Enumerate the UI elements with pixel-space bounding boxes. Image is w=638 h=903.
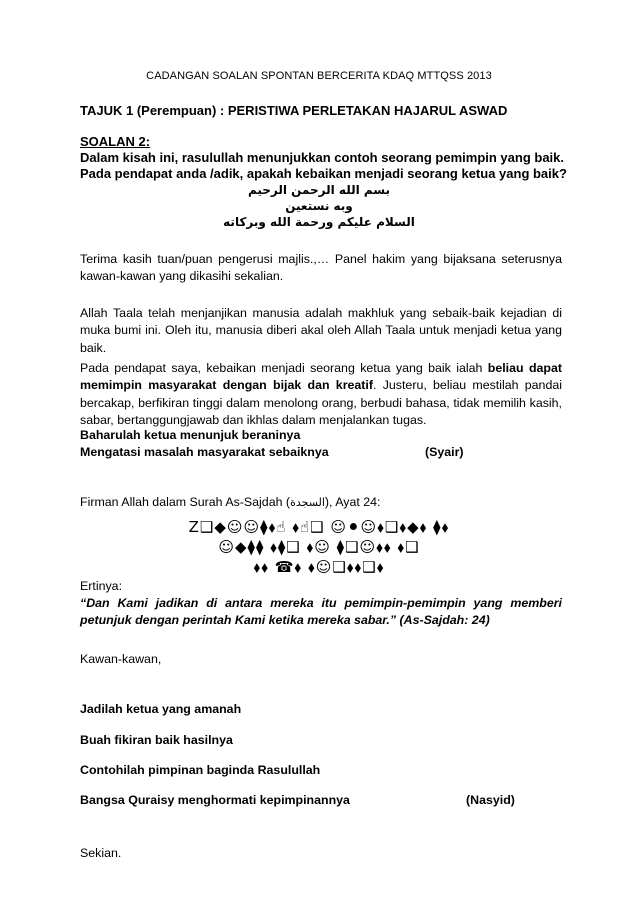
verse-glyph-line-3: ⬧⬧ ☎⬧ ⬧☺❑⬧⬧❑⬧: [253, 558, 385, 576]
ertinya-label: Ertinya:: [80, 579, 123, 593]
nasyid-tag: (Nasyid): [466, 793, 515, 807]
opinion-text-end: . Justeru, beliau mestilah pandai bercakap, berfikiran tinggi dalam menolong orang, berbudi bahasa, tidak memilih kasih, sabar, bertanggungjawab dan ikhlas dalam menjalankan tugas.: [80, 378, 562, 427]
syair-tag: (Syair): [425, 445, 464, 460]
firman-suffix: ), Ayat 24:: [324, 495, 381, 509]
paragraph-opinion: [80, 360, 562, 429]
verse-glyph-line-2: ☺◆⧫⧫ ⬧⧫❑ ⬧☺ ⧫❑☺⬧⬧ ⬧❑: [218, 538, 420, 556]
arabic-wabihi: وبه نستعين: [285, 199, 353, 213]
document-header: CADANGAN SOALAN SPONTAN BERCERITA KDAQ MTTQSS 2013: [146, 70, 492, 82]
nasyid-line-1: Jadilah ketua yang amanah: [80, 702, 242, 716]
firman-prefix: Firman Allah dalam Surah As-Sajdah (: [80, 495, 291, 509]
paragraph-intro: Allah Taala telah menjanjikan manusia adalah makhluk yang sebaik-baik kejadian di muka bumi ini. Oleh itu, manusia diberi akal oleh Allah Taala untuk menjadi ketua yang baik.: [80, 306, 562, 355]
kawan-greeting: Kawan-kawan,: [80, 652, 162, 666]
syair-line-2-row: [80, 444, 562, 461]
firman-line: [80, 495, 381, 509]
closing-text: Sekian.: [80, 846, 122, 860]
translation-quote: “Dan Kami jadikan di antara mereka itu pemimpin-pemimpin yang memberi petunjuk dengan perintah Kami ketika mereka sabar.” (As-Sajdah: 24): [80, 596, 562, 628]
syair-block: [80, 427, 562, 462]
verse-glyph-line-1: Z❑◆☺☺⧫⬧☝ ⬧☝❑ ☺⚫☺⬧❑⬧◆⬧ ⧫⬧: [188, 518, 450, 536]
question-label: SOALAN 2:: [80, 134, 151, 149]
arabic-basmalah: بسم الله الرحمن الرحيم: [247, 183, 391, 197]
firman-arabic-name: السجدة: [290, 496, 325, 509]
nasyid-line-4: Bangsa Quraisy menghormati kepimpinannya: [80, 793, 350, 807]
nasyid-line-3: Contohilah pimpinan baginda Rasulullah: [80, 763, 321, 777]
document-title: TAJUK 1 (Perempuan) : PERISTIWA PERLETAKAN HAJARUL ASWAD: [80, 103, 508, 118]
arabic-salam: السلام عليكم ورحمة الله وبركاته: [223, 215, 415, 229]
question-line-2: Pada pendapat anda /adik, apakah kebaikan menjadi seorang ketua yang baik?: [80, 166, 567, 181]
syair-line-2: Mengatasi masalah masyarakat sebaiknya: [80, 445, 329, 460]
syair-line-1: Baharulah ketua menunjuk beraninya: [80, 428, 301, 442]
question-line-1: Dalam kisah ini, rasulullah menunjukkan contoh seorang pemimpin yang baik.: [80, 150, 565, 165]
nasyid-line-4-row: [80, 793, 562, 807]
paragraph-greeting: Terima kasih tuan/puan pengerusi majlis.,… Panel hakim yang bijaksana seterusnya kawan-kawan yang dikasihi sekalian.: [80, 252, 562, 284]
opinion-text-bold: beliau dapat memimpin masyarakat dengan bijak dan kreatif: [80, 361, 563, 393]
opinion-text-start: Pada pendapat saya, kebaikan menjadi seorang ketua yang baik ialah: [80, 361, 488, 375]
nasyid-line-2: Buah fikiran baik hasilnya: [80, 733, 233, 747]
